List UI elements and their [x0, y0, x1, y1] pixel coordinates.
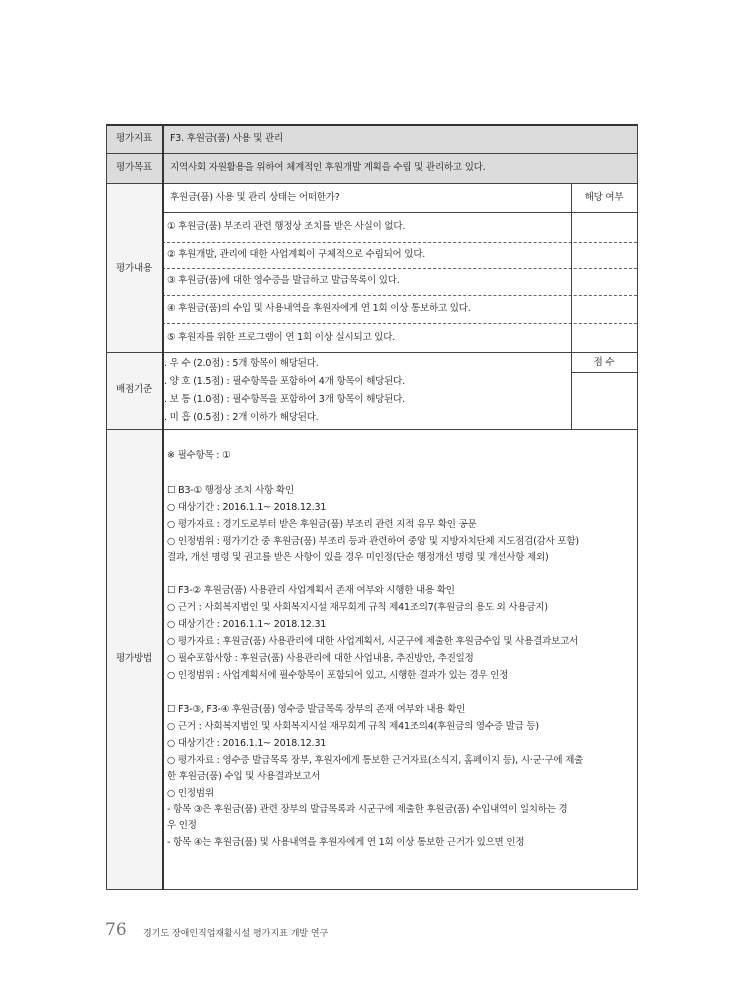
item-divider [162, 268, 637, 269]
method-line: ○ 인정범위 : 평가기간 중 후원금(품) 부조리 등과 관련하여 중앙 및 지방자치단체 지도점검(감사 포함) [167, 536, 579, 547]
content-label: 평가내용 [116, 263, 152, 274]
row-target-value: 지역사회 자원활용을 위하여 체계적인 후원개발 계획을 수립 및 관리하고 있다. [170, 162, 486, 173]
row-divider [106, 352, 637, 353]
content-question: 후원금(품) 사용 및 관리 상태는 어떠한가? [170, 192, 340, 203]
method-line: ○ 대상기간 : 2016.1.1~ 2018.12.31 [167, 738, 327, 749]
method-line: ○ 평가자료 : 경기도로부터 받은 후원금(품) 부조리 관련 지적 유무 확인 공문 [167, 519, 477, 530]
content-item: ③ 후원금(품)에 대한 영수증을 발급하고 발급목록이 있다. [167, 275, 400, 286]
method-line: ○ 대상기간 : 2016.1.1~ 2018.12.31 [167, 619, 327, 630]
content-item: ① 후원금(품) 부조리 관련 행정상 조치를 받은 사실이 없다. [167, 221, 406, 232]
method-line: ○ 근거 : 사회복지법인 및 사회복지시설 재무회계 규칙 제41조의7(후원금의 용도 외 사용금지) [167, 602, 548, 613]
method-line: - 항목 ④는 후원금(품) 및 사용내역을 후원자에게 연 1회 이상 통보한 근거가 있으면 인정 [167, 837, 525, 848]
row-divider [106, 183, 637, 184]
table-right-border [637, 124, 638, 890]
method-line: ※ 필수항목 : ① [167, 450, 231, 461]
content-item: ④ 후원금(품)의 수입 및 사용내역을 후원자에게 연 1회 이상 통보하고 있다. [167, 303, 471, 314]
item-divider [162, 323, 637, 324]
table-left-border [106, 124, 107, 890]
table-bottom-border [106, 889, 637, 890]
method-line: 한 후원금(품) 수입 및 사용결과보고서 [167, 771, 320, 782]
method-line: 결과, 개선 명령 및 권고를 받은 사항이 있을 경우 미인정(단순 행정개선 명령 및 개선사항 제외) [167, 552, 549, 563]
method-label: 평가방법 [116, 653, 152, 664]
method-line: ○ 평가자료 : 영수증 발급목록 장부, 후원자에게 통보한 근거자료(소식지, 홈페이지 등), 시·군·구에 제출 [167, 755, 584, 766]
row-target-label: 평가목표 [116, 162, 152, 173]
method-line: ○ 평가자료 : 후원금(품) 사용관리에 대한 사업계획서, 시군구에 제출한 후원금수입 및 사용결과보고서 [167, 636, 579, 647]
method-line: 우 인정 [167, 820, 197, 831]
method-line: ○ 인정범위 [167, 788, 214, 799]
row-divider [106, 153, 637, 154]
method-line: - 항목 ③은 후원금(품) 관련 장부의 발급목록과 시군구에 제출한 후원금(품) 수입내역이 일치하는 경 [167, 804, 568, 815]
label-column-divider [162, 124, 164, 890]
score-header-divider [571, 372, 637, 373]
item-divider [162, 295, 637, 296]
table-top-border [106, 124, 637, 126]
method-line: ○ 대상기간 : 2016.1.1~ 2018.12.31 [167, 502, 327, 513]
row-divider [162, 212, 637, 213]
row-goal-value: F3. 후원금(품) 사용 및 관리 [170, 133, 284, 144]
method-line: ☐ B3-① 행정상 조치 사항 확인 [167, 485, 294, 496]
score-item: . 우 수 (2.0점) : 5개 항목이 해당된다. [164, 358, 319, 369]
method-line: ○ 필수포함사항 : 후원금(품) 사용관리에 대한 사업내용, 추진방안, 추진일정 [167, 653, 474, 664]
label-column-shade [106, 183, 162, 890]
method-line: ☐ F3-② 후원금(품) 사용관리 사업계획서 존재 여부와 시행한 내용 확인 [167, 585, 455, 596]
method-line: ○ 인정범위 : 사업계획서에 필수항목이 포함되어 있고, 시행한 결과가 있는 경우 인정 [167, 670, 509, 681]
row-goal-label: 평가지표 [116, 133, 152, 144]
footer-title: 경기도 장애인직업재활시설 평가지표 개발 연구 [143, 929, 329, 939]
score-header: 점 수 [593, 357, 615, 368]
item-divider [162, 242, 637, 243]
row-divider [106, 429, 637, 430]
page-number: 76 [105, 920, 127, 940]
method-line: ☐ F3-③, F3-④ 후원금(품) 영수증 발급목록 장부의 존재 여부와 내용 확인 [167, 704, 466, 715]
content-check-header: 해당 여부 [584, 192, 624, 203]
score-item: . 양 호 (1.5점) : 필수항목을 포함하여 4개 항목이 해당된다. [164, 376, 405, 387]
content-item: ⑤ 후원자를 위한 프로그램이 연 1회 이상 실시되고 있다. [167, 332, 396, 343]
score-item: . 미 흡 (0.5점) : 2개 이하가 해당된다. [164, 412, 319, 423]
score-label: 배점기준 [116, 384, 152, 395]
check-column-divider [571, 183, 572, 429]
content-item: ② 후원개발, 관리에 대한 사업계획이 구체적으로 수립되어 있다. [167, 249, 426, 260]
score-item: . 보 통 (1.0점) : 필수항목을 포함하여 3개 항목이 해당된다. [164, 394, 405, 405]
method-line: ○ 근거 : 사회복지법인 및 사회복지시설 재무회계 규칙 제41조의4(후원금의 영수증 발급 등) [167, 721, 539, 732]
